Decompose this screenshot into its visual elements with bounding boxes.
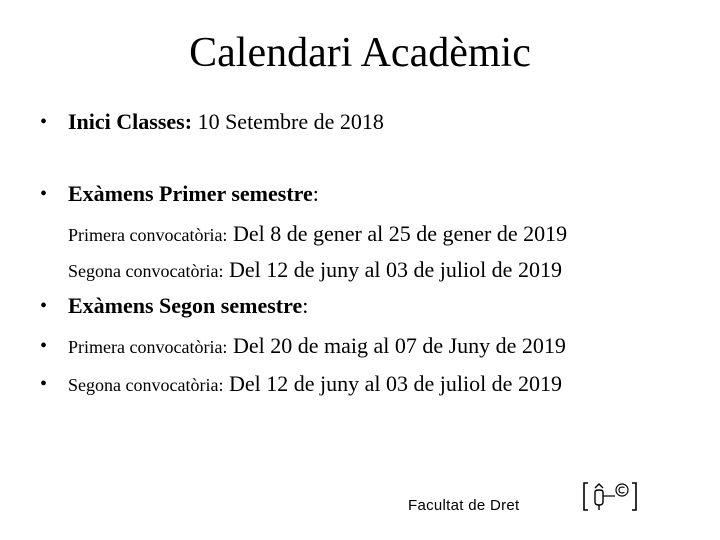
convocatoria-dates: Del 12 de juny al 03 de juliol de 2019 bbox=[223, 371, 562, 396]
convocatoria-label: Primera convocatòria: bbox=[68, 337, 228, 357]
bullet: • bbox=[40, 373, 48, 395]
faculty-logo-icon bbox=[582, 480, 642, 521]
convocatoria-dates: Del 12 de juny al 03 de juliol de 2019 bbox=[223, 257, 562, 282]
primer-convocatoria-1 bbox=[68, 220, 567, 249]
bullet: • bbox=[40, 183, 48, 205]
bullet: • bbox=[40, 335, 48, 357]
primer-convocatoria-2 bbox=[68, 256, 562, 285]
primer-semestre-colon: : bbox=[312, 181, 319, 206]
bullet: • bbox=[40, 295, 48, 317]
segon-semestre-colon: : bbox=[302, 293, 309, 318]
page-title: Calendari Acadèmic bbox=[189, 30, 531, 76]
segon-semestre-heading bbox=[68, 292, 308, 320]
inici-classes-label: Inici Classes: bbox=[68, 109, 193, 134]
bullet: • bbox=[40, 111, 48, 133]
convocatoria-label: Segona convocatòria: bbox=[68, 261, 224, 281]
segon-convocatoria-1 bbox=[68, 332, 566, 361]
segon-convocatoria-2 bbox=[68, 370, 562, 399]
convocatoria-dates: Del 8 de gener al 25 de gener de 2019 bbox=[227, 221, 568, 246]
inici-classes-value: 10 Setembre de 2018 bbox=[192, 109, 384, 134]
segon-semestre-label: Exàmens Segon semestre bbox=[68, 293, 303, 318]
convocatoria-label: Primera convocatòria: bbox=[68, 225, 228, 245]
footer-faculty-name: Facultat de Dret bbox=[408, 497, 520, 514]
primer-semestre-label: Exàmens Primer semestre bbox=[68, 181, 313, 206]
convocatoria-label: Segona convocatòria: bbox=[68, 375, 224, 395]
inici-classes-line bbox=[68, 108, 384, 136]
primer-semestre-heading bbox=[68, 180, 319, 208]
faculty-logo-icon bbox=[582, 480, 642, 516]
convocatoria-dates: Del 20 de maig al 07 de Juny de 2019 bbox=[227, 333, 566, 358]
